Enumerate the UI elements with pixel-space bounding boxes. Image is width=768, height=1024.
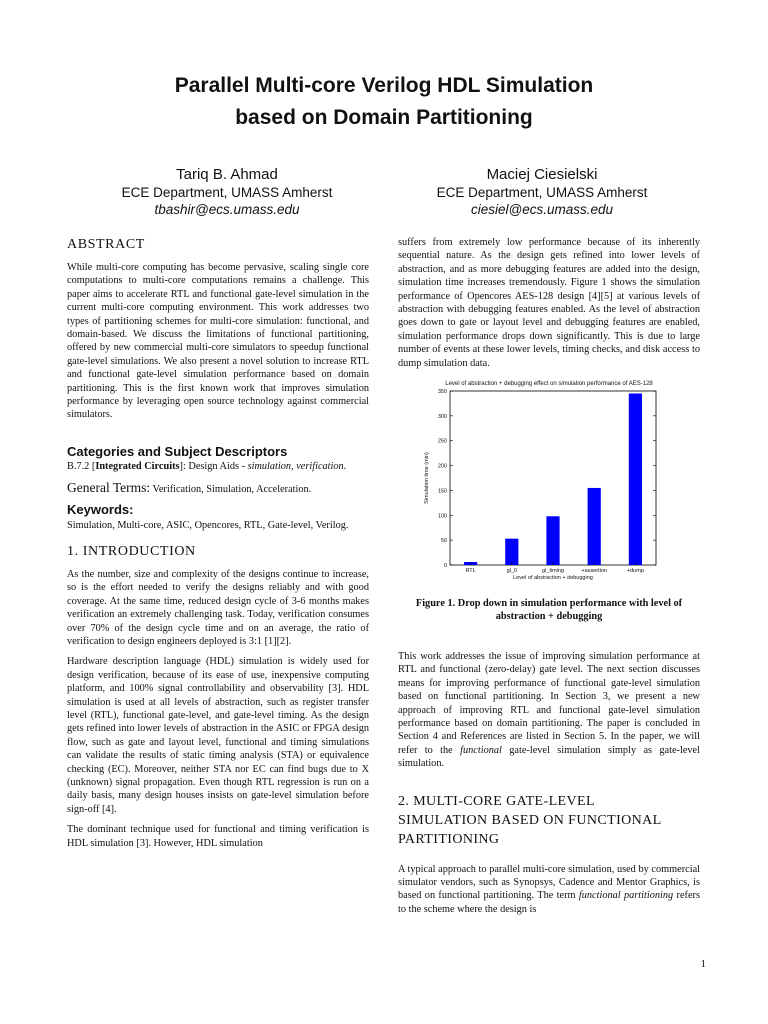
abstract-heading: ABSTRACT [67,237,145,252]
abstract-text: While multi-core computing has become pervasive, scaling single core computations to multi-core computations remains a challenge. This paper aims to accelerate RTL and functional gate-level simulation in the current multi-core computing environment. This work addresses two types of partitioning schemes for multi-core simulation: functional, and domain-based. We discuss the limitations of functional partitioning, offered by new commercial multi-core simulators to speedup functional gate-level simulations. We also present a novel solution to increase RTL and functional gate-level simulation performance based on domain partitioning. This is the first known work that improves simulation performance by leveraging open source technology against commercial simulators. [67,262,369,421]
p3-text-a: A typical approach to parallel multi-core simulation, used by commercial simulator vendors, such as Synopsys, Cadence and Mentor Graphics, is based on functional partitioning. The term [398,863,700,902]
x-tick-label: gl_timing [541,568,565,575]
figure-caption [398,597,700,624]
x-tick-label: RTL [465,568,476,575]
keywords-text: Simulation, Multi-core, ASIC, Opencores, RTL, Gate-level, Verilog. [67,519,349,531]
intro-heading: 1. INTRODUCTION [67,543,196,559]
left-column [67,236,369,857]
categories-bold: Integrated Circuits [95,461,180,473]
general-terms-text: Verification, Simulation, Acceleration. [150,483,312,495]
page-number: 1 [700,958,706,970]
bar-assertion [588,488,601,565]
y-tick-label: 350 [437,389,447,396]
categories-code: B.7.2 [ [67,461,96,473]
author-affiliation: ECE Department, UMASS Amherst [436,185,648,200]
figure-1-chart [398,377,700,589]
bar-gltiming [546,516,559,565]
author-affiliation: ECE Department, UMASS Amherst [121,185,333,200]
author-name: Tariq B. Ahmad [176,166,278,183]
y-tick-label: 200 [437,463,447,470]
author-email[interactable]: tbashir@ecs.umass.edu [154,202,300,217]
y-tick-label: 100 [437,513,447,520]
paper-title-line2: based on Domain Partitioning [235,106,533,129]
right-paragraph-2 [398,650,700,771]
general-terms [67,481,369,496]
bar-dump [629,394,642,566]
bar-chart-svg [398,377,700,589]
intro-paragraph-3: The dominant technique used for functional and timing verification is HDL simulation [3]. However, HDL simulation [67,824,369,849]
x-tick-label: gl_0 [506,568,518,575]
y-tick-label: 0 [443,563,447,570]
author-name: Maciej Ciesielski [486,166,598,183]
author-block-2 [402,166,682,218]
p3-text-b: refers to the scheme where the design is [398,890,700,915]
section-2-heading-line3: PARTITIONING [398,831,500,847]
categories-text [67,460,369,473]
section-2-paragraph-1 [398,863,700,917]
author-block-1 [87,166,367,218]
right-column [398,236,700,923]
general-terms-heading: General Terms: [67,479,151,495]
paper-title-line1: Parallel Multi-core Verilog HDL Simulation [174,74,594,97]
p3-italic: functional partitioning [578,890,674,902]
right-paragraph-1: suffers from extremely low performance because of its inherently sequential nature. As the design gets refined into lower levels of abstraction, and as more debugging features are added into the design, simulation time increases tremendously. Figure 1 shows the simulation performance of Opencores AES-128 design [4][5] at various levels of abstraction with debugging features enabled. As the level of abstraction goes down to gate or layout level and debugging features are enabled, simulation performance drops down significantly. This is due to large number of events at these lower levels, timing checks, and disk access to dump simulation data. [398,237,700,369]
figure-caption-line2: abstraction + debugging [495,611,603,623]
y-tick-label: 50 [440,538,447,545]
categories-heading: Categories and Subject Descriptors [67,443,288,459]
figure-caption-line1: Figure 1. Drop down in simulation performance with level of [415,598,683,610]
section-2-heading-line1: 2. MULTI-CORE GATE-LEVEL [398,793,595,809]
p2-text-b: gate-level simulation simply as gate-level simulation. [398,744,700,770]
author-email[interactable]: ciesiel@ecs.umass.edu [470,202,613,217]
intro-paragraph-2: Hardware description language (HDL) simulation is widely used for design verification, because of its ease of use, inexpensive computing platform, and 100% signal controllability and observability [3]. HDL simulation is used at all levels of abstraction, such as register transfer level (RTL), functional gate-level, and gate-level timing. As the design gets refined into lower levels of abstraction in the ASIC or FPGA design flow, such as gate and layout level, functional and timing simulations can validate the results of static timing analysis (STA) or equivalence checking (EC). Moreover, neither STA nor EC can find bugs due to X (unknown) signal propagation. Even though RTL regression is run on a daily basis, many design houses insists on gate-level simulation before sign-off [4]. [67,656,369,815]
y-axis-label: Simulation time (min) [424,452,430,504]
p2-italic: functional [460,744,502,756]
intro-paragraph-1: As the number, size and complexity of the designs continue to increase, so is the effort needed to verify the designs reliably and with good coverage. At the same time, reduced design cycle of 3-6 months makes verification an extremely challenging task. Today, verification consumes over 70% of the design cycle time and on an average, the ratio of verification to design engineers deployed is 3:1 [1][2]. [67,568,369,647]
p2-text-a: This work addresses the issue of improving simulation performance at RTL and functional (zero-delay) gate level. The next section discusses means for improving performance of functional gate-level simulation based on functional partitioning. In Section 3, we present a new approach of improving RTL and functional gate-level simulation performance based on domain partitioning. The paper is concluded in Section 4 and References are listed in Section 5. In the paper, we will refer to the [398,650,700,756]
paper-title [0,70,768,134]
categories-rest: ]: Design Aids - [179,461,248,473]
keywords-heading: Keywords: [67,502,134,518]
chart-title: Level of abstraction + debugging effect on simulation performance of AES-128 [445,381,653,388]
y-tick-label: 250 [437,438,447,445]
categories-italic: simulation, verification. [247,461,347,473]
section-2-heading-line2: SIMULATION BASED ON FUNCTIONAL [398,812,662,828]
x-tick-label: +assertion [581,568,607,575]
x-axis-label: Level of abstraction + debugging [513,575,593,582]
bar-gl0 [505,539,518,565]
x-tick-label: +dump [626,568,644,575]
section-2-heading [398,792,700,849]
y-tick-label: 300 [437,413,447,420]
y-tick-label: 150 [437,488,447,495]
